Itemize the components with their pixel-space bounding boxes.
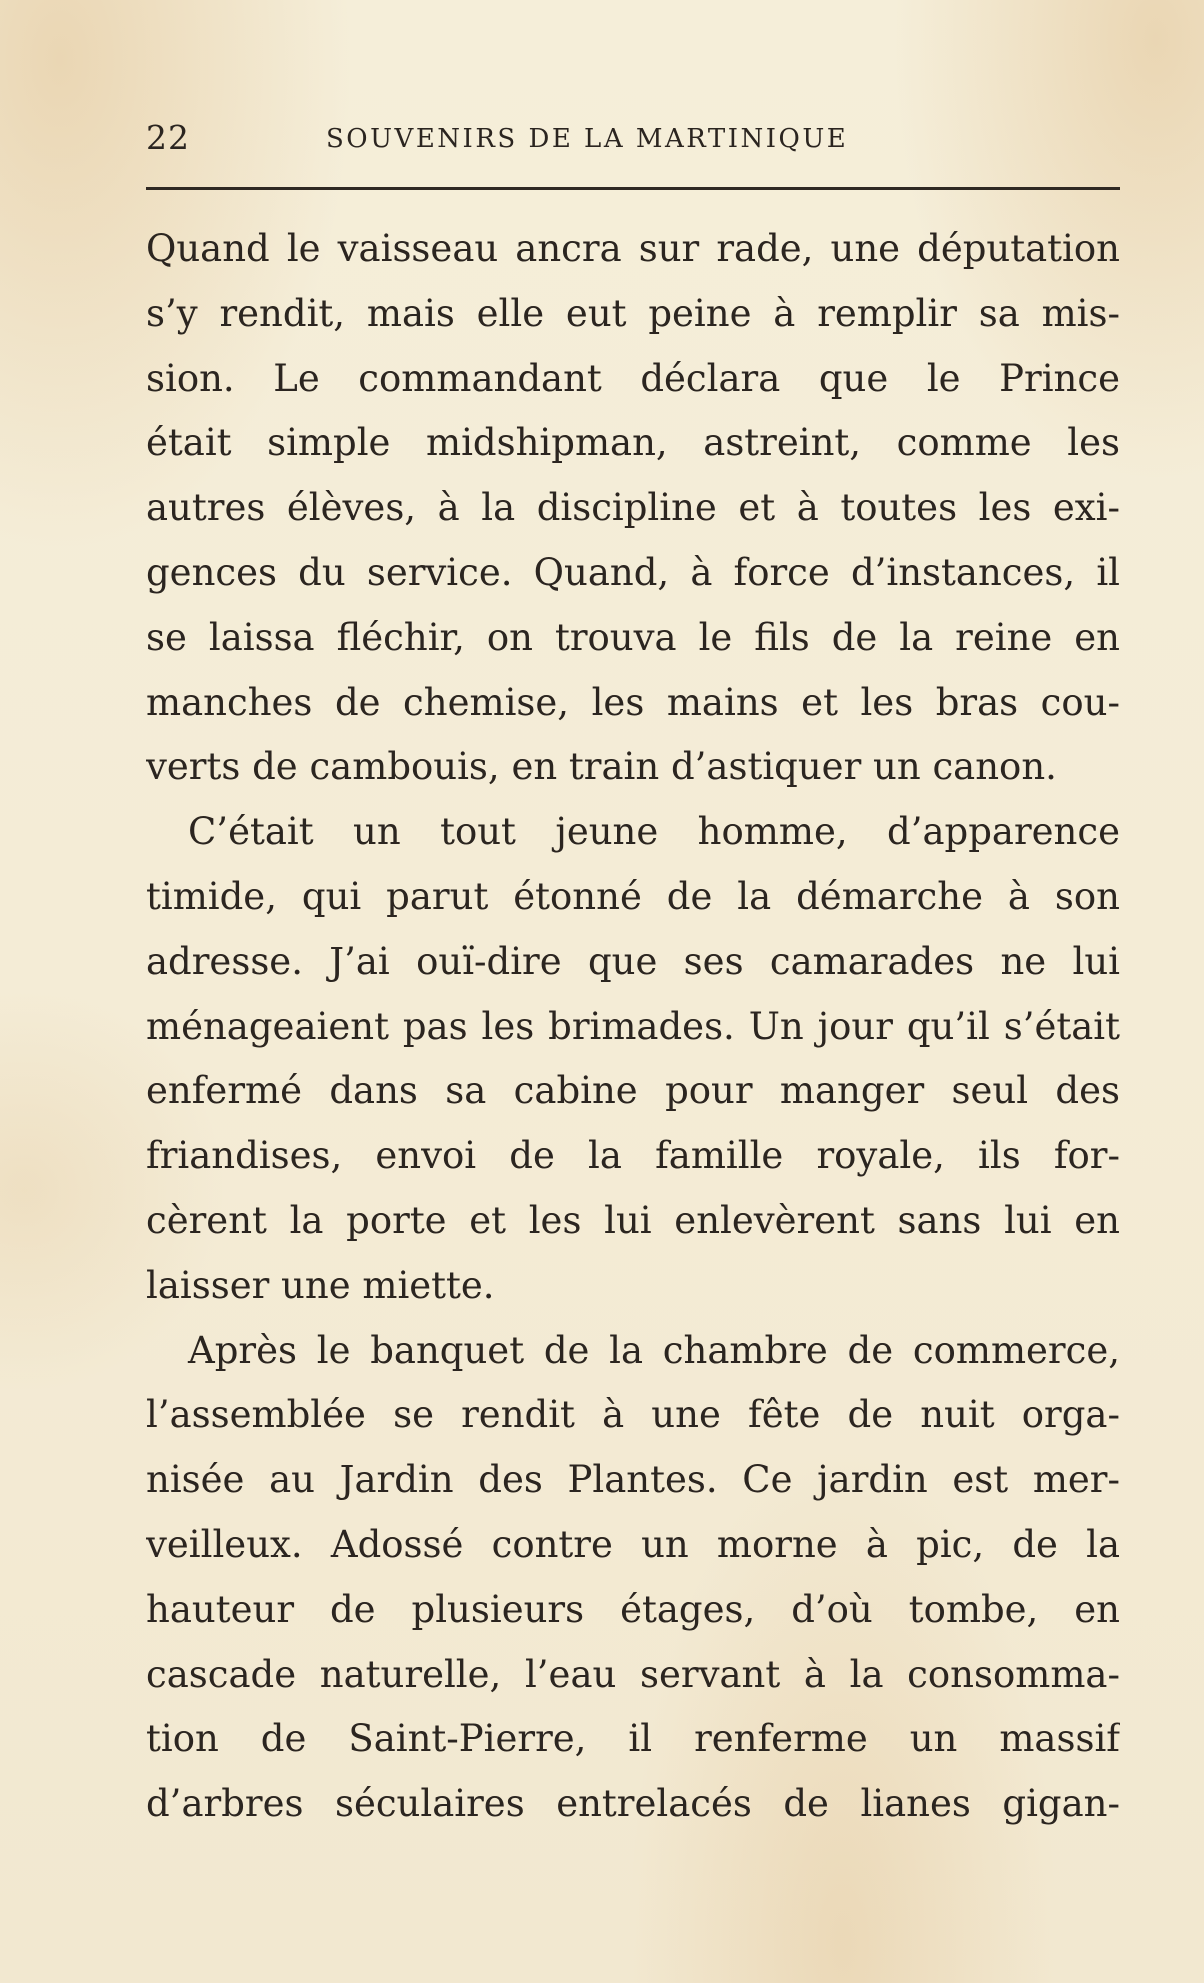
- text-line: Quand le vaisseau ancra sur rade, une députation: [146, 227, 1120, 270]
- text-line: friandises, envoi de la famille royale, ils for-: [146, 1134, 1120, 1178]
- page-header: [146, 118, 1120, 162]
- text-line: s’y rendit, mais elle eut peine à remplir sa mis-: [146, 291, 1120, 335]
- text-line: laisser une miette.: [146, 1263, 495, 1307]
- text-line: autres élèves, à la discipline et à toutes les exi-: [146, 486, 1120, 530]
- text-line: l’assemblée se rendit à une fête de nuit orga-: [146, 1393, 1120, 1437]
- text-line: verts de cambouis, en train d’astiquer un canon.: [146, 745, 1057, 789]
- text-line: sion. Le commandant déclara que le Prince: [146, 356, 1120, 400]
- page-number: 22: [146, 118, 190, 157]
- text-line: ménageaient pas les brimades. Un jour qu’il s’était: [146, 1004, 1120, 1048]
- text-line: adresse. J’ai ouï-dire que ses camarades ne lui: [146, 939, 1120, 983]
- text-line: hauteur de plusieurs étages, d’où tombe, en: [146, 1587, 1120, 1631]
- text-line: C’était un tout jeune homme, d’apparence: [188, 810, 1120, 854]
- text-line: cascade naturelle, l’eau servant à la consomma-: [146, 1652, 1120, 1696]
- text-line: se laissa fléchir, on trouva le fils de la reine en: [146, 615, 1120, 659]
- text-line: Après le banquet de la chambre de commerce,: [188, 1328, 1120, 1372]
- text-line: d’arbres séculaires entrelacés de lianes gigan-: [146, 1782, 1120, 1826]
- text-line: nisée au Jardin des Plantes. Ce jardin est mer-: [146, 1458, 1120, 1502]
- text-line: tion de Saint-Pierre, il renferme un massif: [146, 1717, 1120, 1761]
- header-rule: [146, 187, 1120, 190]
- text-line: manches de chemise, les mains et les bras cou-: [146, 680, 1120, 724]
- text-line: enfermé dans sa cabine pour manger seul des: [146, 1069, 1120, 1113]
- text-line: gences du service. Quand, à force d’instances, il: [146, 550, 1120, 594]
- running-title: SOUVENIRS DE LA MARTINIQUE: [326, 124, 849, 154]
- text-line: était simple midshipman, astreint, comme les: [146, 421, 1120, 465]
- text-line: cèrent la porte et les lui enlevèrent sans lui en: [146, 1198, 1120, 1242]
- text-line: veilleux. Adossé contre un morne à pic, de la: [146, 1522, 1120, 1566]
- text-line: timide, qui parut étonné de la démarche à son: [146, 874, 1120, 918]
- body-text: [146, 217, 1120, 1837]
